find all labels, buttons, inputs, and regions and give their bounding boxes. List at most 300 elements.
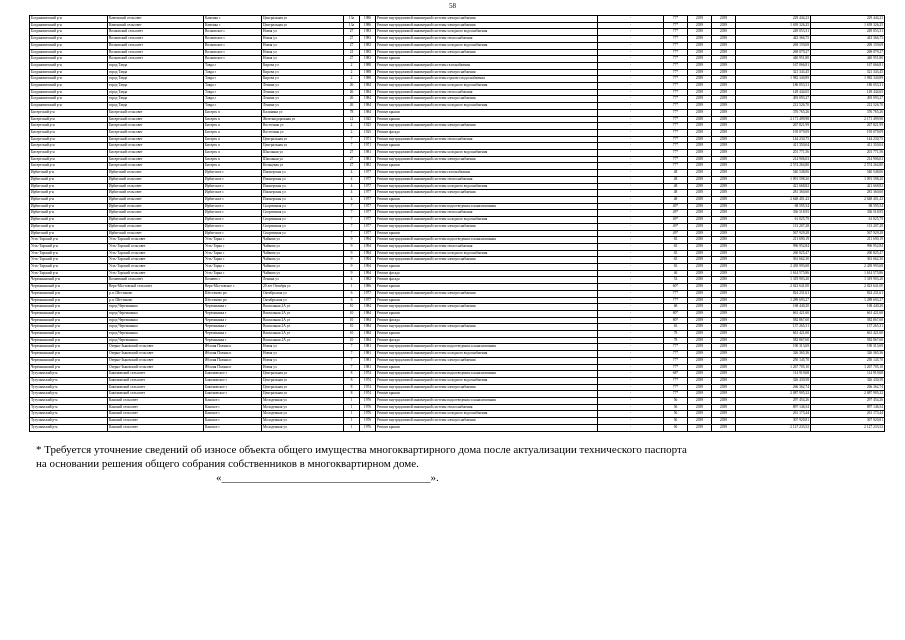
cell-house: 1 [344, 284, 360, 291]
table-row [30, 56, 885, 63]
cell-dash: - [598, 357, 664, 364]
cell-total-cost: 1 982 340,89 [811, 76, 885, 83]
cell-district: Бисертский р-н [30, 129, 108, 136]
cell-locality: Баженовское с [204, 371, 262, 378]
cell-work-type: Ремонт фасада [376, 317, 598, 324]
cell-wear: 48 [664, 190, 688, 197]
cell-cost: 201 771,56 [736, 150, 811, 157]
cell-locality: Кочнево с [204, 277, 262, 284]
cell-start-year: 2039 [688, 404, 712, 411]
cell-dash: - [598, 404, 664, 411]
cell-municipality: город Тавда [108, 96, 204, 103]
cell-end-year: 2039 [712, 384, 736, 391]
cell-house: 7 [344, 143, 360, 150]
cell-year: 1984 [360, 103, 376, 110]
cell-wear: 77* [664, 69, 688, 76]
cell-total-cost: 281 360,60 [811, 190, 885, 197]
cell-street: Вокзальная 2А ул [262, 337, 344, 344]
cell-total-cost: 421 668,82 [811, 183, 885, 190]
cell-street: Центральная ул [262, 143, 344, 150]
cell-year: 1988 [360, 76, 376, 83]
cell-dash: - [598, 96, 664, 103]
repair-program-table-wrap [29, 15, 884, 432]
table-row [30, 364, 885, 371]
table-row [30, 196, 885, 203]
cell-district: Усть-Тарский р-н [30, 250, 108, 257]
cell-municipality: Озерно-Зыковский сельсовет [108, 357, 204, 364]
cell-end-year: 2039 [712, 317, 736, 324]
table-row [30, 391, 885, 398]
footnote-signature-blank: ______________________________________ [221, 472, 431, 484]
cell-work-type: Ремонт внутридомовой инженерной системы электроснабжения [376, 123, 598, 130]
cell-locality: Тавда г [204, 62, 262, 69]
footnote [36, 443, 876, 485]
cell-cost: 336 518,95 [736, 210, 811, 217]
cell-start-year: 2039 [688, 310, 712, 317]
cell-wear: 77* [664, 344, 688, 351]
cell-end-year: 2039 [712, 176, 736, 183]
cell-year: 1981 [360, 163, 376, 170]
cell-total-cost: 137 265,31 [811, 324, 885, 331]
cell-start-year: 2039 [688, 176, 712, 183]
cell-district: Черемшанский р-н [30, 351, 108, 358]
cell-total-cost: 186 053,31 [811, 83, 885, 90]
cell-dash: - [598, 264, 664, 271]
cell-street: Пионерская ул [262, 190, 344, 197]
cell-street: Центральная ул [262, 371, 344, 378]
cell-locality: Волковское с [204, 56, 262, 63]
cell-start-year: 2039 [688, 351, 712, 358]
cell-end-year: 2039 [712, 237, 736, 244]
cell-house: 10 [344, 324, 360, 331]
cell-wear: 77* [664, 150, 688, 157]
cell-municipality: Бисертский сельсовет [108, 129, 204, 136]
cell-municipality: Ирбитский сельсовет [108, 183, 204, 190]
cell-street: Кирова ул [262, 62, 344, 69]
cell-municipality: Бисертский сельсовет [108, 123, 204, 130]
cell-work-type: Ремонт внутридомовой инженерной системы холодного водоснабжения [376, 183, 598, 190]
cell-end-year: 2039 [712, 203, 736, 210]
cell-work-type: Ремонт внутридомовой инженерной системы электроснабжения [376, 22, 598, 29]
cell-total-cost: 2 127 233,52 [811, 424, 885, 431]
cell-street: Ленина ул [262, 96, 344, 103]
table-row [30, 129, 885, 136]
cell-district: Ирбитский р-н [30, 190, 108, 197]
table-row [30, 230, 885, 237]
cell-year: 1994 [360, 250, 376, 257]
cell-total-cost: 229 444,23 [811, 16, 885, 23]
cell-house: 9 [344, 237, 360, 244]
cell-end-year: 2039 [712, 116, 736, 123]
cell-municipality: Волковский сельсовет [108, 49, 204, 56]
cell-wear: 80* [664, 310, 688, 317]
cell-cost: 190 313,69 [736, 344, 811, 351]
cell-year: 1977 [360, 217, 376, 224]
cell-wear: 49* [664, 203, 688, 210]
cell-end-year: 2039 [712, 257, 736, 264]
cell-end-year: 2039 [712, 230, 736, 237]
cell-end-year: 2039 [712, 129, 736, 136]
cell-locality: Баженовское с [204, 391, 262, 398]
footnote-line-1: * Требуется уточнение сведений об износе объекта общего имущества многоквартирного дома после актуализации технического паспорта [36, 444, 687, 456]
cell-start-year: 2039 [688, 270, 712, 277]
repair-program-table [29, 15, 885, 432]
cell-street: Ленина ул [262, 83, 344, 90]
cell-locality: Усть-Тарка с [204, 264, 262, 271]
cell-year: 1983 [360, 36, 376, 43]
cell-total-cost: 2 087 905,32 [811, 391, 885, 398]
cell-municipality: город Черемшанка [108, 310, 204, 317]
table-row [30, 250, 885, 257]
cell-cost: 2 127 233,52 [736, 424, 811, 431]
cell-locality: Канское с [204, 418, 262, 425]
table-row [30, 36, 885, 43]
cell-district: Усть-Тарский р-н [30, 243, 108, 250]
cell-dash: - [598, 36, 664, 43]
cell-start-year: 2039 [688, 297, 712, 304]
cell-house: 27 [344, 42, 360, 49]
cell-street: Новая ул [262, 56, 344, 63]
cell-cost: 493 093,27 [736, 96, 811, 103]
cell-district: Усть-Тарский р-н [30, 270, 108, 277]
cell-district: Черемшанский р-н [30, 324, 108, 331]
cell-cost: 297 454,26 [736, 398, 811, 405]
cell-house: 9 [344, 243, 360, 250]
table-row [30, 411, 885, 418]
cell-municipality: Усть-Тарский сельсовет [108, 257, 204, 264]
cell-wear: 77* [664, 76, 688, 83]
cell-house: 1 [344, 418, 360, 425]
cell-wear: 77* [664, 36, 688, 43]
cell-start-year: 2039 [688, 129, 712, 136]
cell-locality: Черемшанка г [204, 324, 262, 331]
cell-locality: Усть-Тарка с [204, 257, 262, 264]
cell-work-type: Ремонт внутридомовой инженерной системы электроснабжения [376, 16, 598, 23]
cell-end-year: 2039 [712, 223, 736, 230]
cell-year: 1971 [360, 136, 376, 143]
cell-locality: Волковское с [204, 36, 262, 43]
cell-district: Ирбитский р-н [30, 217, 108, 224]
cell-wear: 77* [664, 62, 688, 69]
cell-end-year: 2039 [712, 270, 736, 277]
cell-dash: - [598, 62, 664, 69]
cell-wear: 77* [664, 89, 688, 96]
cell-work-type: Ремонт внутридомовой инженерной системы холодного водоснабжения [376, 217, 598, 224]
cell-year: 1977 [360, 297, 376, 304]
cell-district: Тугулымский р-н [30, 424, 108, 431]
cell-year: 1977 [360, 290, 376, 297]
cell-total-cost: 567 929,28 [811, 230, 885, 237]
cell-municipality: Ирбитский сельсовет [108, 203, 204, 210]
cell-start-year: 2039 [688, 257, 712, 264]
cell-locality: Шестаково рп [204, 297, 262, 304]
cell-year: 1983 [360, 56, 376, 63]
cell-end-year: 2039 [712, 304, 736, 311]
cell-district: Богдановичский р-н [30, 29, 108, 36]
cell-street: Октябрьская ул [262, 290, 344, 297]
cell-locality: Ирбитское с [204, 217, 262, 224]
cell-municipality: город Черемшанка [108, 331, 204, 338]
cell-house: 4 [344, 183, 360, 190]
cell-year: 1976 [360, 424, 376, 431]
cell-start-year: 2039 [688, 391, 712, 398]
cell-house: 7 [344, 357, 360, 364]
cell-district: Богдановичский р-н [30, 96, 108, 103]
cell-dash: - [598, 398, 664, 405]
cell-work-type: Ремонт внутридомовой инженерной системы электроснабжения [376, 257, 598, 264]
cell-end-year: 2039 [712, 150, 736, 157]
cell-dash: - [598, 217, 664, 224]
cell-cost: 1 319 903,20 [736, 277, 811, 284]
cell-cost: 326 365,36 [736, 351, 811, 358]
table-row [30, 62, 885, 69]
cell-cost: 1 267 705,10 [736, 364, 811, 371]
cell-district: Тугулымский р-н [30, 384, 108, 391]
cell-wear: 65 [664, 257, 688, 264]
cell-municipality: город Черемшанка [108, 324, 204, 331]
cell-cost: 260 825,47 [736, 250, 811, 257]
cell-end-year: 2039 [712, 277, 736, 284]
cell-wear: 77* [664, 297, 688, 304]
table-row [30, 190, 885, 197]
cell-wear: 56 [664, 398, 688, 405]
table-row [30, 69, 885, 76]
cell-locality: Тавда г [204, 103, 262, 110]
cell-year: 1974 [360, 384, 376, 391]
cell-end-year: 2039 [712, 377, 736, 384]
cell-end-year: 2039 [712, 96, 736, 103]
cell-start-year: 2039 [688, 170, 712, 177]
cell-year: 1984 [360, 109, 376, 116]
cell-cost: 186 053,31 [736, 83, 811, 90]
table-row [30, 310, 885, 317]
cell-work-type: Ремонт внутридомовой инженерной системы электроснабжения [376, 324, 598, 331]
cell-year: 1982 [360, 277, 376, 284]
cell-street: Ленина ул [262, 277, 344, 284]
cell-locality: Ирбитское с [204, 223, 262, 230]
cell-house: 7 [344, 344, 360, 351]
cell-work-type: Ремонт внутридомовой инженерной системы горячего водоснабжения [376, 76, 598, 83]
cell-street: Центральная ул [262, 136, 344, 143]
cell-wear: 77* [664, 83, 688, 90]
cell-wear: 78 [664, 337, 688, 344]
cell-year: 1977 [360, 230, 376, 237]
cell-cost: 167 066,81 [736, 62, 811, 69]
cell-start-year: 2039 [688, 103, 712, 110]
cell-house: 1 [344, 411, 360, 418]
cell-dash: - [598, 304, 664, 311]
table-row [30, 418, 885, 425]
cell-wear: 77* [664, 16, 688, 23]
cell-municipality: город Черемшанка [108, 304, 204, 311]
cell-start-year: 2039 [688, 163, 712, 170]
cell-locality: Ирбитское с [204, 230, 262, 237]
cell-end-year: 2039 [712, 331, 736, 338]
cell-year: 1984 [360, 83, 376, 90]
cell-street: Пионерская ул [262, 183, 344, 190]
cell-cost: 281 360,60 [736, 190, 811, 197]
cell-year: 1981 [360, 351, 376, 358]
cell-district: Черемшанский р-н [30, 357, 108, 364]
cell-street: Кирова ул [262, 69, 344, 76]
cell-house: 2 [344, 69, 360, 76]
cell-district: Тугулымский р-н [30, 404, 108, 411]
table-row [30, 270, 885, 277]
cell-district: Бисертский р-н [30, 156, 108, 163]
cell-street: Вокзальная 2А ул [262, 304, 344, 311]
cell-year: 1983 [360, 42, 376, 49]
cell-dash: - [598, 351, 664, 358]
cell-start-year: 2039 [688, 62, 712, 69]
table-row [30, 277, 885, 284]
cell-year: 1984 [360, 337, 376, 344]
cell-work-type: Ремонт внутридомовой инженерной системы электроснабжения [376, 223, 598, 230]
cell-start-year: 2039 [688, 243, 712, 250]
cell-year: 1977 [360, 176, 376, 183]
cell-wear: 48 [664, 196, 688, 203]
cell-work-type: Ремонт крыши [376, 116, 598, 123]
cell-end-year: 2039 [712, 89, 736, 96]
cell-wear: 77* [664, 56, 688, 63]
cell-work-type: Ремонт внутридомовой инженерной системы газоснабжения [376, 62, 598, 69]
cell-start-year: 2039 [688, 16, 712, 23]
cell-wear: 77* [664, 109, 688, 116]
cell-street: Кирова ул [262, 76, 344, 83]
cell-district: Черемшанский р-н [30, 297, 108, 304]
cell-start-year: 2039 [688, 217, 712, 224]
cell-start-year: 2039 [688, 411, 712, 418]
cell-district: Тугулымский р-н [30, 391, 108, 398]
cell-work-type: Ремонт внутридомовой инженерной системы газоснабжения [376, 170, 598, 177]
cell-cost: 2 087 905,32 [736, 391, 811, 398]
table-row [30, 96, 885, 103]
cell-municipality: Канский сельсовет [108, 411, 204, 418]
cell-district: Богдановичский р-н [30, 76, 108, 83]
cell-locality: Усть-Тарка с [204, 270, 262, 277]
cell-wear: 77* [664, 103, 688, 110]
cell-house: 6 [344, 290, 360, 297]
cell-end-year: 2039 [712, 210, 736, 217]
cell-cost: 661 421,60 [736, 331, 811, 338]
cell-municipality: Кочневский сельсовет [108, 277, 204, 284]
cell-end-year: 2039 [712, 424, 736, 431]
table-row [30, 76, 885, 83]
cell-dash: - [598, 250, 664, 257]
cell-end-year: 2039 [712, 143, 736, 150]
cell-cost: 195 079,09 [736, 129, 811, 136]
cell-municipality: Верх-Мостовской сельсовет [108, 284, 204, 291]
cell-house: 2 [344, 62, 360, 69]
cell-end-year: 2039 [712, 324, 736, 331]
cell-end-year: 2039 [712, 337, 736, 344]
cell-municipality: Ирбитский сельсовет [108, 176, 204, 183]
cell-year: 1986 [360, 22, 376, 29]
cell-street: Центральная ул [262, 22, 344, 29]
cell-cost: 443 366,75 [736, 36, 811, 43]
cell-end-year: 2039 [712, 351, 736, 358]
cell-municipality: Канский сельсовет [108, 404, 204, 411]
cell-dash: - [598, 344, 664, 351]
table-row [30, 49, 885, 56]
cell-total-cost: 307 920,81 [811, 418, 885, 425]
cell-district: Ирбитский р-н [30, 176, 108, 183]
cell-house: 4 [344, 176, 360, 183]
cell-house: 7 [344, 210, 360, 217]
cell-municipality: Баженовский сельсовет [108, 384, 204, 391]
cell-start-year: 2039 [688, 89, 712, 96]
cell-locality: Канское с [204, 424, 262, 431]
cell-locality: Черемшанка г [204, 337, 262, 344]
cell-end-year: 2039 [712, 36, 736, 43]
cell-work-type: Ремонт крыши [376, 264, 598, 271]
cell-house: 10 [344, 331, 360, 338]
cell-dash: - [598, 284, 664, 291]
cell-municipality: Бисертский сельсовет [108, 109, 204, 116]
cell-dash: - [598, 391, 664, 398]
cell-year: 1984 [360, 324, 376, 331]
cell-end-year: 2039 [712, 190, 736, 197]
cell-start-year: 2039 [688, 196, 712, 203]
cell-dash: - [598, 150, 664, 157]
cell-locality: Бисерть п [204, 150, 262, 157]
cell-house: 1 [344, 424, 360, 431]
cell-total-cost: 266 362,74 [811, 384, 885, 391]
cell-cost: 2 171 499,98 [736, 116, 811, 123]
table-row [30, 398, 885, 405]
cell-cost: 211 690,19 [736, 237, 811, 244]
cell-district: Бисертский р-н [30, 136, 108, 143]
cell-locality: Усть-Тарка с [204, 250, 262, 257]
cell-wear: 65 [664, 237, 688, 244]
cell-work-type: Ремонт крыши [376, 391, 598, 398]
cell-wear: 77* [664, 163, 688, 170]
cell-total-cost: 201 771,56 [811, 150, 885, 157]
cell-dash: - [598, 156, 664, 163]
cell-district: Богдановичский р-н [30, 69, 108, 76]
cell-municipality: город Черемшанка [108, 317, 204, 324]
cell-work-type: Ремонт фасада [376, 270, 598, 277]
table-row [30, 424, 885, 431]
cell-end-year: 2039 [712, 183, 736, 190]
cell-start-year: 2039 [688, 223, 712, 230]
cell-locality: Тавда г [204, 83, 262, 90]
cell-house: 1 [344, 398, 360, 405]
cell-house: 8 [344, 377, 360, 384]
cell-total-cost: 2 648 401,43 [811, 196, 885, 203]
cell-dash: - [598, 22, 664, 29]
cell-wear: 65 [664, 243, 688, 250]
cell-district: Бисертский р-н [30, 150, 108, 157]
cell-locality: Бисерть п [204, 156, 262, 163]
cell-end-year: 2039 [712, 76, 736, 83]
cell-work-type: Ремонт фасада [376, 129, 598, 136]
cell-start-year: 2039 [688, 22, 712, 29]
cell-district: Ирбитский р-н [30, 170, 108, 177]
cell-start-year: 2039 [688, 264, 712, 271]
cell-house: 2 [344, 76, 360, 83]
table-row [30, 170, 885, 177]
cell-dash: - [598, 89, 664, 96]
cell-wear: 77* [664, 290, 688, 297]
cell-dash: - [598, 176, 664, 183]
cell-street: Спортивная ул [262, 210, 344, 217]
cell-municipality: Ирбитский сельсовет [108, 196, 204, 203]
cell-dash: - [598, 109, 664, 116]
cell-start-year: 2039 [688, 357, 712, 364]
cell-cost: 411 350,04 [736, 143, 811, 150]
cell-start-year: 2039 [688, 36, 712, 43]
cell-house: 4 [344, 190, 360, 197]
